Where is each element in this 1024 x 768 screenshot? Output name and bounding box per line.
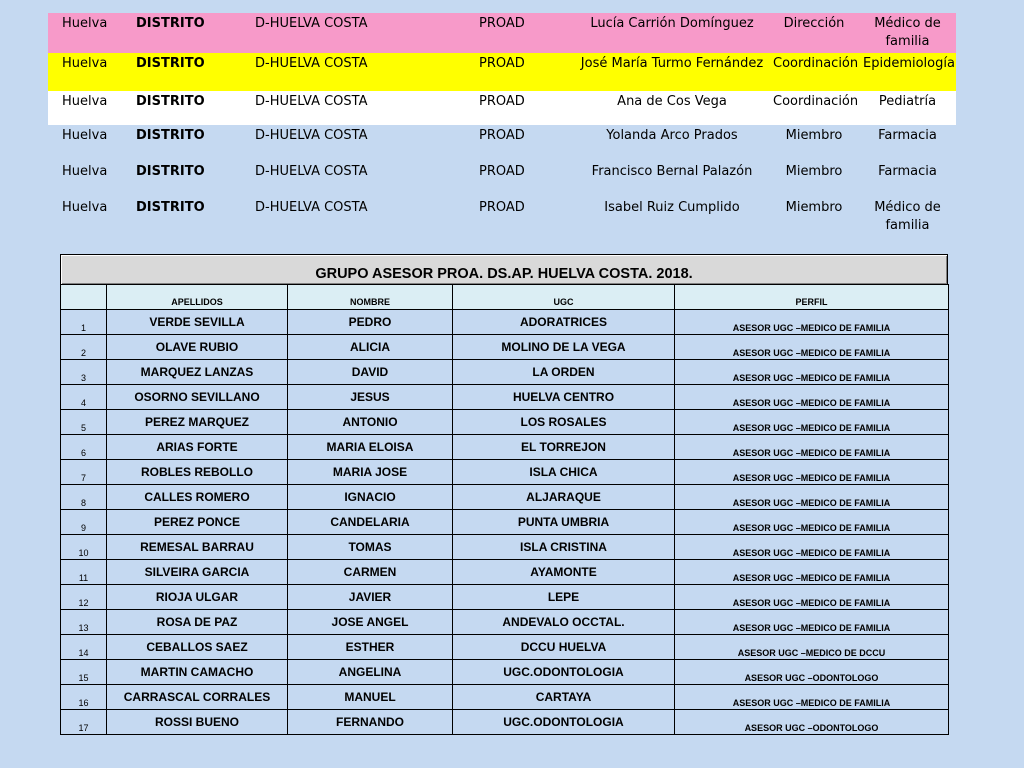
advisory-row bbox=[61, 560, 949, 585]
advisory-row bbox=[61, 610, 949, 635]
advisory-cell-nombre: DAVID bbox=[288, 360, 453, 385]
advisory-cell-n: 11 bbox=[61, 560, 107, 585]
advisory-row bbox=[61, 510, 949, 535]
advisory-cell-perfil: ASESOR UGC –MEDICO DE FAMILIA bbox=[675, 310, 949, 335]
advisory-cell-perfil: ASESOR UGC –MEDICO DE FAMILIA bbox=[675, 460, 949, 485]
advisory-cell-n: 12 bbox=[61, 585, 107, 610]
advisory-cell-perfil: ASESOR UGC –MEDICO DE FAMILIA bbox=[675, 685, 949, 710]
advisory-cell-ugc: ANDEVALO OCCTAL. bbox=[453, 610, 675, 635]
committee-cell-type: DISTRITO bbox=[136, 200, 205, 215]
advisory-row bbox=[61, 585, 949, 610]
advisory-row bbox=[61, 410, 949, 435]
header-ugc: UGC bbox=[453, 285, 675, 310]
advisory-cell-perfil: ASESOR UGC –MEDICO DE FAMILIA bbox=[675, 535, 949, 560]
committee-cell-specialty: Epidemiología bbox=[859, 53, 956, 91]
advisory-cell-perfil: ASESOR UGC –MEDICO DE FAMILIA bbox=[675, 485, 949, 510]
committee-cell-role: Miembro bbox=[785, 200, 843, 215]
committee-cell-name: Francisco Bernal Palazón bbox=[591, 164, 753, 179]
committee-cell-specialty: Médico de familia bbox=[859, 13, 956, 53]
committee-cell-program: PROAD bbox=[475, 53, 575, 91]
advisory-row bbox=[61, 435, 949, 460]
advisory-cell-apellidos: CARRASCAL CORRALES bbox=[107, 685, 288, 710]
committee-cell-name: Yolanda Arco Prados bbox=[606, 128, 738, 143]
committee-row bbox=[48, 125, 956, 161]
committee-cell-district: D-HUELVA COSTA bbox=[251, 53, 475, 91]
committee-cell-name: Isabel Ruiz Cumplido bbox=[604, 200, 740, 215]
advisory-cell-ugc: UGC.ODONTOLOGIA bbox=[453, 660, 675, 685]
advisory-cell-nombre: JESUS bbox=[288, 385, 453, 410]
advisory-cell-n: 10 bbox=[61, 535, 107, 560]
advisory-cell-ugc: ADORATRICES bbox=[453, 310, 675, 335]
committee-cell-role: Miembro bbox=[785, 164, 843, 179]
advisory-cell-apellidos: PEREZ PONCE bbox=[107, 510, 288, 535]
committee-row bbox=[48, 197, 956, 237]
advisory-cell-apellidos: CEBALLOS SAEZ bbox=[107, 635, 288, 660]
advisory-cell-n: 5 bbox=[61, 410, 107, 435]
advisory-cell-apellidos: MARQUEZ LANZAS bbox=[107, 360, 288, 385]
advisory-row bbox=[61, 660, 949, 685]
committee-cell-district: D-HUELVA COSTA bbox=[255, 200, 368, 215]
committee-cell-type: DISTRITO bbox=[136, 164, 205, 179]
advisory-cell-perfil: ASESOR UGC –MEDICO DE FAMILIA bbox=[675, 510, 949, 535]
header-perfil: PERFIL bbox=[675, 285, 949, 310]
header-apellidos: APELLIDOS bbox=[107, 285, 288, 310]
advisory-cell-apellidos: MARTIN CAMACHO bbox=[107, 660, 288, 685]
advisory-cell-ugc: MOLINO DE LA VEGA bbox=[453, 335, 675, 360]
advisory-cell-ugc: LA ORDEN bbox=[453, 360, 675, 385]
advisory-row bbox=[61, 360, 949, 385]
committee-table bbox=[48, 13, 956, 237]
header-number bbox=[61, 285, 107, 310]
committee-cell-district: D-HUELVA COSTA bbox=[251, 91, 475, 125]
committee-cell-role: Dirección bbox=[769, 13, 859, 53]
committee-cell-province: Huelva bbox=[62, 164, 108, 179]
advisory-cell-perfil: ASESOR UGC –MEDICO DE FAMILIA bbox=[675, 585, 949, 610]
advisory-cell-nombre: ESTHER bbox=[288, 635, 453, 660]
committee-row bbox=[48, 53, 956, 91]
advisory-cell-n: 15 bbox=[61, 660, 107, 685]
advisory-cell-nombre: PEDRO bbox=[288, 310, 453, 335]
committee-cell-program: PROAD bbox=[479, 128, 525, 143]
advisory-cell-apellidos: ROBLES REBOLLO bbox=[107, 460, 288, 485]
committee-cell-district: D-HUELVA COSTA bbox=[255, 164, 368, 179]
advisory-cell-apellidos: SILVEIRA GARCIA bbox=[107, 560, 288, 585]
committee-cell-specialty: Pediatría bbox=[859, 91, 956, 125]
advisory-cell-apellidos: OLAVE RUBIO bbox=[107, 335, 288, 360]
advisory-row bbox=[61, 335, 949, 360]
advisory-cell-ugc: DCCU HUELVA bbox=[453, 635, 675, 660]
committee-cell-district: D-HUELVA COSTA bbox=[251, 13, 475, 53]
committee-cell-province: Huelva bbox=[48, 91, 132, 125]
advisory-group-panel bbox=[60, 254, 948, 735]
advisory-cell-ugc: EL TORREJON bbox=[453, 435, 675, 460]
committee-cell-name: Lucía Carrión Domínguez bbox=[575, 13, 769, 53]
committee-cell-program: PROAD bbox=[479, 164, 525, 179]
committee-cell-program: PROAD bbox=[479, 200, 525, 215]
advisory-cell-ugc: LOS ROSALES bbox=[453, 410, 675, 435]
advisory-cell-nombre: ANTONIO bbox=[288, 410, 453, 435]
advisory-cell-n: 7 bbox=[61, 460, 107, 485]
advisory-cell-nombre: FERNANDO bbox=[288, 710, 453, 735]
advisory-cell-apellidos: CALLES ROMERO bbox=[107, 485, 288, 510]
advisory-cell-ugc: ISLA CRISTINA bbox=[453, 535, 675, 560]
committee-cell-program: PROAD bbox=[475, 13, 575, 53]
advisory-row bbox=[61, 460, 949, 485]
advisory-cell-n: 13 bbox=[61, 610, 107, 635]
advisory-cell-perfil: ASESOR UGC –MEDICO DE FAMILIA bbox=[675, 560, 949, 585]
committee-cell-specialty: Médico de familia bbox=[874, 200, 941, 233]
committee-cell-province: Huelva bbox=[48, 13, 132, 53]
advisory-cell-ugc: LEPE bbox=[453, 585, 675, 610]
advisory-cell-ugc: AYAMONTE bbox=[453, 560, 675, 585]
committee-cell-province: Huelva bbox=[62, 200, 108, 215]
committee-table-body bbox=[48, 13, 956, 237]
advisory-row bbox=[61, 485, 949, 510]
advisory-cell-perfil: ASESOR UGC –ODONTOLOGO bbox=[675, 660, 949, 685]
committee-cell-type: DISTRITO bbox=[132, 13, 251, 53]
advisory-cell-n: 4 bbox=[61, 385, 107, 410]
committee-cell-role: Miembro bbox=[785, 128, 843, 143]
advisory-cell-nombre: TOMAS bbox=[288, 535, 453, 560]
advisory-cell-nombre: CANDELARIA bbox=[288, 510, 453, 535]
advisory-cell-n: 3 bbox=[61, 360, 107, 385]
advisory-cell-nombre: MARIA ELOISA bbox=[288, 435, 453, 460]
advisory-row bbox=[61, 685, 949, 710]
advisory-cell-n: 8 bbox=[61, 485, 107, 510]
advisory-cell-perfil: ASESOR UGC –MEDICO DE FAMILIA bbox=[675, 435, 949, 460]
advisory-cell-perfil: ASESOR UGC –MEDICO DE FAMILIA bbox=[675, 335, 949, 360]
advisory-cell-ugc: PUNTA UMBRIA bbox=[453, 510, 675, 535]
advisory-cell-n: 9 bbox=[61, 510, 107, 535]
header-nombre: NOMBRE bbox=[288, 285, 453, 310]
committee-cell-name: José María Turmo Fernández bbox=[575, 53, 769, 91]
advisory-row bbox=[61, 635, 949, 660]
advisory-row bbox=[61, 535, 949, 560]
advisory-cell-n: 14 bbox=[61, 635, 107, 660]
advisory-cell-n: 6 bbox=[61, 435, 107, 460]
committee-row bbox=[48, 13, 956, 53]
advisory-cell-nombre: CARMEN bbox=[288, 560, 453, 585]
advisory-cell-ugc: HUELVA CENTRO bbox=[453, 385, 675, 410]
advisory-cell-apellidos: VERDE SEVILLA bbox=[107, 310, 288, 335]
advisory-header-row bbox=[61, 285, 949, 310]
advisory-cell-nombre: JAVIER bbox=[288, 585, 453, 610]
advisory-row bbox=[61, 310, 949, 335]
committee-cell-program: PROAD bbox=[475, 91, 575, 125]
advisory-cell-n: 1 bbox=[61, 310, 107, 335]
committee-cell-province: Huelva bbox=[48, 53, 132, 91]
committee-row bbox=[48, 161, 956, 197]
advisory-cell-apellidos: OSORNO SEVILLANO bbox=[107, 385, 288, 410]
advisory-cell-n: 17 bbox=[61, 710, 107, 735]
advisory-cell-apellidos: REMESAL BARRAU bbox=[107, 535, 288, 560]
committee-cell-role: Coordinación bbox=[769, 91, 859, 125]
committee-cell-type: DISTRITO bbox=[136, 128, 205, 143]
committee-cell-type: DISTRITO bbox=[132, 91, 251, 125]
advisory-cell-ugc: CARTAYA bbox=[453, 685, 675, 710]
advisory-cell-perfil: ASESOR UGC –MEDICO DE FAMILIA bbox=[675, 610, 949, 635]
committee-cell-type: DISTRITO bbox=[132, 53, 251, 91]
committee-cell-province: Huelva bbox=[62, 128, 108, 143]
advisory-cell-n: 16 bbox=[61, 685, 107, 710]
advisory-group-table bbox=[60, 284, 949, 735]
committee-cell-specialty: Farmacia bbox=[878, 128, 937, 143]
advisory-cell-apellidos: PEREZ MARQUEZ bbox=[107, 410, 288, 435]
committee-cell-role: Coordinación bbox=[769, 53, 859, 91]
advisory-cell-nombre: ALICIA bbox=[288, 335, 453, 360]
advisory-cell-n: 2 bbox=[61, 335, 107, 360]
advisory-group-table-body bbox=[61, 285, 949, 735]
committee-cell-specialty: Farmacia bbox=[878, 164, 937, 179]
advisory-cell-nombre: MARIA JOSE bbox=[288, 460, 453, 485]
committee-cell-name: Ana de Cos Vega bbox=[575, 91, 769, 125]
advisory-cell-apellidos: ROSSI BUENO bbox=[107, 710, 288, 735]
committee-cell-district: D-HUELVA COSTA bbox=[255, 128, 368, 143]
advisory-group-title: GRUPO ASESOR PROA. DS.AP. HUELVA COSTA. 2018. bbox=[60, 254, 948, 284]
advisory-cell-perfil: ASESOR UGC –MEDICO DE FAMILIA bbox=[675, 385, 949, 410]
advisory-cell-perfil: ASESOR UGC –MEDICO DE FAMILIA bbox=[675, 410, 949, 435]
advisory-cell-nombre: ANGELINA bbox=[288, 660, 453, 685]
advisory-cell-perfil: ASESOR UGC –MEDICO DE FAMILIA bbox=[675, 360, 949, 385]
advisory-cell-ugc: ALJARAQUE bbox=[453, 485, 675, 510]
advisory-cell-nombre: JOSE ANGEL bbox=[288, 610, 453, 635]
committee-row bbox=[48, 91, 956, 125]
advisory-cell-apellidos: ARIAS FORTE bbox=[107, 435, 288, 460]
advisory-cell-apellidos: ROSA DE PAZ bbox=[107, 610, 288, 635]
advisory-row bbox=[61, 710, 949, 735]
advisory-cell-perfil: ASESOR UGC –ODONTOLOGO bbox=[675, 710, 949, 735]
advisory-cell-perfil: ASESOR UGC –MEDICO DE DCCU bbox=[675, 635, 949, 660]
advisory-cell-nombre: IGNACIO bbox=[288, 485, 453, 510]
advisory-cell-ugc: ISLA CHICA bbox=[453, 460, 675, 485]
advisory-cell-apellidos: RIOJA ULGAR bbox=[107, 585, 288, 610]
advisory-cell-nombre: MANUEL bbox=[288, 685, 453, 710]
advisory-row bbox=[61, 385, 949, 410]
advisory-cell-ugc: UGC.ODONTOLOGIA bbox=[453, 710, 675, 735]
